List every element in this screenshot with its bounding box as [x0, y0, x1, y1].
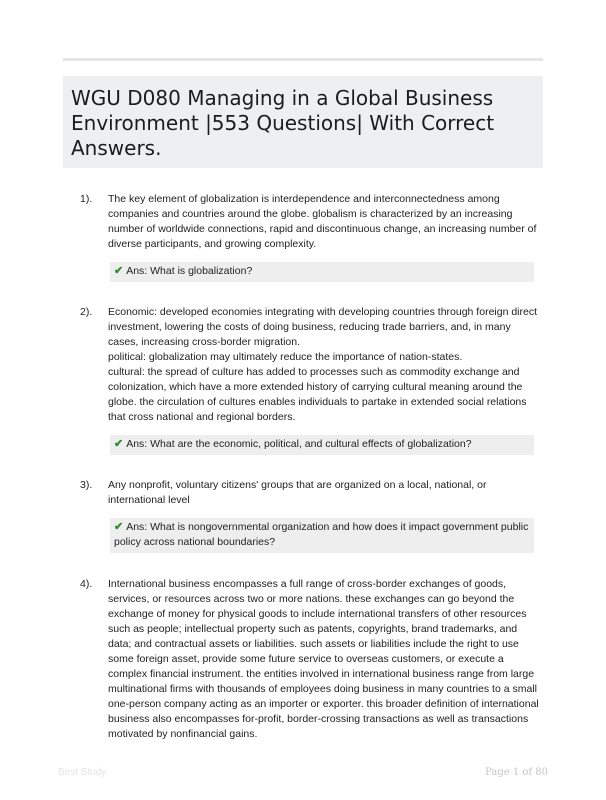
- question-text-line: Economic: developed economies integrating with developing countries through foreign direct investment, lowering the costs of doing business, reducing trade barriers, and, in many cases, increasing cross-border migration.: [108, 306, 538, 348]
- question-text: [108, 305, 540, 425]
- question-item-1: [80, 192, 540, 282]
- question-number: 3).: [80, 479, 93, 491]
- question-item-4: [80, 577, 540, 742]
- check-icon: ✔: [114, 521, 124, 533]
- question-text-line: political: globalization may ultimately reduce the importance of nation-states.: [108, 351, 463, 363]
- question-text: The key element of globalization is interdependence and interconnectedness among companies and countries around the globe. globalism is characterized by an increasing number of worldwide connections, rapid and discontinuous change, an increasing number of diverse participants, and growing complexity.: [108, 193, 537, 250]
- question-number: 4).: [80, 578, 93, 590]
- title-banner: [63, 76, 543, 168]
- page-title: WGU D080 Managing in a Global Business Environment |553 Questions| With Correct Answers.: [71, 86, 495, 160]
- question-text: International business encompasses a full range of cross-border exchanges of goods, services, or resources across two or more nations. these exchanges can go beyond the exchange of money for physical goods to include international transfers of other resources such as people; intellectual property such as patents, copyrights, brand trademarks, and data; and contractual assets or liabilities. such assets or liabilities include the right to use some foreign asset, provide some future service to overseas customers, or execute a complex financial instrument. the entities involved in international business range from large multinational firms with thousands of employees doing business in many countries to a small one-person company acting as an importer or exporter. this broader definition of international business also encompasses for-profit, border-crossing transactions as well as transactions motivated by nonfinancial gains.: [108, 578, 539, 740]
- question-item-3: [80, 478, 540, 553]
- footer-brand: Best Study: [58, 767, 107, 778]
- question-number: 2).: [80, 306, 93, 318]
- check-icon: ✔: [114, 438, 124, 450]
- answer-box: [110, 518, 534, 553]
- question-text-line: cultural: the spread of culture has added to processes such as commodity exchange and colonization, which have a more extended history of carrying cultural meaning around the globe. the circulation of cultures enables individuals to partake in extended social relations that cross national and regional borders.: [108, 366, 527, 423]
- answer-box: [110, 435, 534, 455]
- page-number: Page 1 of 80: [485, 767, 548, 778]
- top-divider: [63, 58, 543, 61]
- answer-text: Ans: What is globalization?: [126, 265, 253, 277]
- question-item-2: [80, 305, 540, 455]
- question-text: Any nonprofit, voluntary citizens' groups that are organized on a local, national, or international level: [108, 479, 487, 506]
- answer-box: [110, 262, 534, 282]
- answer-text: Ans: What are the economic, political, and cultural effects of globalization?: [126, 438, 472, 450]
- question-number: 1).: [80, 193, 93, 205]
- answer-text: Ans: What is nongovernmental organization and how does it impact government public policy across national boundaries?: [114, 521, 529, 548]
- check-icon: ✔: [114, 265, 124, 277]
